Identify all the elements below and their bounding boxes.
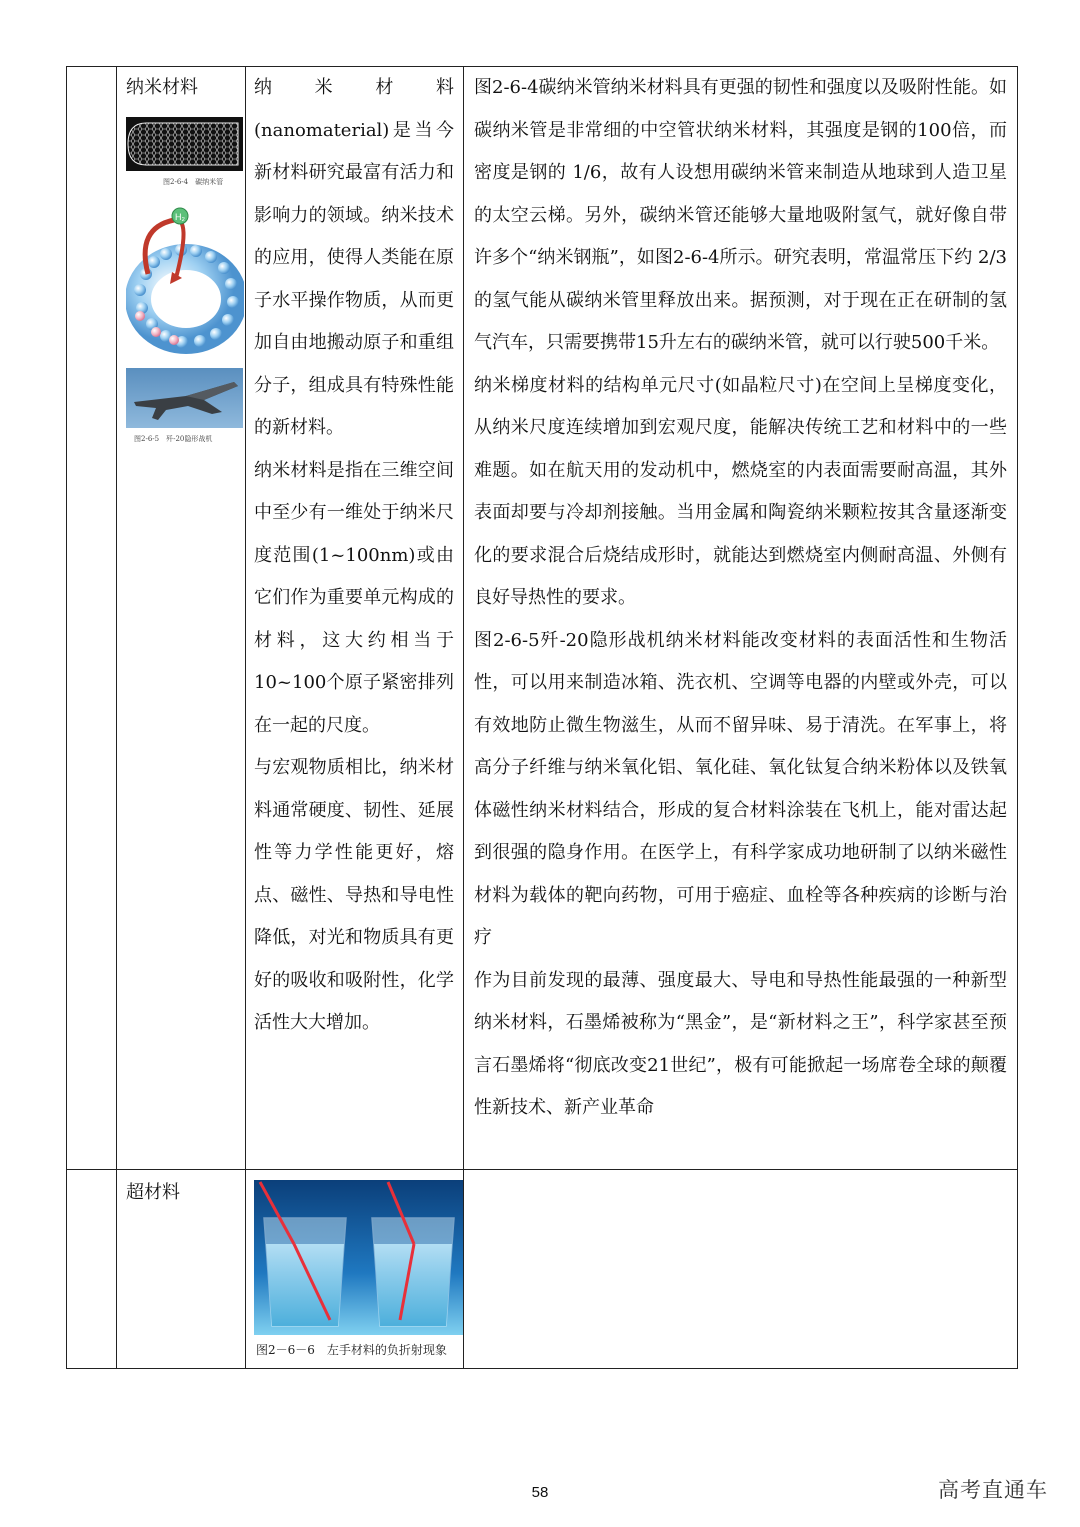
row-name-metamaterial: 超材料: [126, 1182, 180, 1203]
detail-paragraph: 作为目前发现的最薄、强度最大、导电和导热性能最强的一种新型纳米材料，石墨烯被称为“黑金”，是“新材料之王”，科学家甚至预言石墨烯将“彻底改变21世纪”，极有可能掀起一场席卷全球的颠覆性新技术、新产业革命: [474, 969, 1007, 1118]
row-divider: [66, 1169, 1018, 1170]
detail-paragraph: 图2-6-5歼-20隐形战机纳米材料能改变材料的表面活性和生物活性，可以用来制造冰箱、洗衣机、空调等电器的内壁或外壳，可以有效地防止微生物滋生，从而不留异味、易于清洗。在军事上，将高分子纤维与纳米氧化铝、氧化硅、氧化钛复合纳米粉体以及铁氧体磁性纳米材料结合，形成的复合材料涂装在飞机上，能对雷达起到很强的隐身作用。在医学上，有科学家成功地研制了以纳米磁性材料为载体的靶向药物，可用于癌症、血栓等各种疾病的诊断与治疗: [474, 629, 1007, 948]
nanotube-caption: 图2-6-4 碳纳米管: [163, 178, 224, 186]
row-name-nanomaterial: 纳米材料: [126, 77, 198, 98]
brand-watermark: 高考直通车: [938, 1478, 1048, 1502]
definition-paragraph: 纳米材料是指在三维空间中至少有一维处于纳米尺度范围(1~100nm)或由它们作为重要单元构成的材料，这大约相当于10~100个原子紧密排列在一起的尺度。: [254, 459, 454, 736]
table-bottom-border: [66, 1368, 1018, 1369]
definition-paragraph: 纳米材料(nanomaterial)是当今新材料研究最富有活力和影响力的领域。纳米技术的应用，使得人类能在原子水平操作物质，从而更加自由地搬动原子和重组分子，组成具有特殊性能的新材料。: [254, 77, 454, 438]
negative-refraction-image: [254, 1180, 463, 1335]
metamaterial-caption: 图2－6－6 左手材料的负折射现象: [256, 1343, 447, 1357]
table-left-border: [66, 66, 67, 1369]
page-number: 58: [531, 1484, 549, 1501]
definition-paragraph: 与宏观物质相比，纳米材料通常硬度、韧性、延展性等力学性能更好，熔点、磁性、导热和导电性降低，对光和物质具有更好的吸收和吸附性，化学活性大大增加。: [254, 757, 454, 1033]
carbon-nanotube-image: [126, 117, 243, 171]
j20-stealth-fighter-image: [126, 368, 243, 428]
hydrogen-adsorption-image: [126, 204, 244, 354]
h2-label: H₂: [175, 212, 185, 222]
column-divider-2: [245, 66, 246, 1369]
jet-caption: 图2-6-5 歼-20隐形战机: [134, 435, 213, 443]
detail-paragraph: 纳米梯度材料的结构单元尺寸(如晶粒尺寸)在空间上呈梯度变化，从纳米尺度连续增加到宏观尺度，能解决传统工艺和材料中的一些难题。如在航天用的发动机中，燃烧室的内表面需要耐高温，其外表面却要与冷却剂接触。当用金属和陶瓷纳米颗粒按其含量逐渐变化的要求混合后烧结成形时，就能达到燃烧室内侧耐高温、外侧有良好导热性的要求。: [474, 374, 1007, 608]
table-right-border: [1017, 66, 1018, 1369]
column-divider-1: [116, 66, 117, 1369]
nanomaterial-definition: [254, 67, 454, 1045]
detail-paragraph: 图2-6-4碳纳米管纳米材料具有更强的韧性和强度以及吸附性能。如碳纳米管是非常细的中空管状纳米材料，其强度是钢的100倍，而密度是钢的 1/6，故有人设想用碳纳米管来制造从地球到人造卫星的太空云梯。另外，碳纳米管还能够大量地吸附氢气，就好像自带许多个“纳米钢瓶”，如图2-6-4所示。研究表明，常温常压下约 2/3 的氢气能从碳纳米管里释放出来。据预测，对于现在正在研制的氢气汽车，只需要携带15升左右的碳纳米管，就可以行驶500千米。: [474, 77, 1007, 353]
column-divider-3: [463, 66, 464, 1369]
nanomaterial-details: [474, 67, 1007, 1130]
